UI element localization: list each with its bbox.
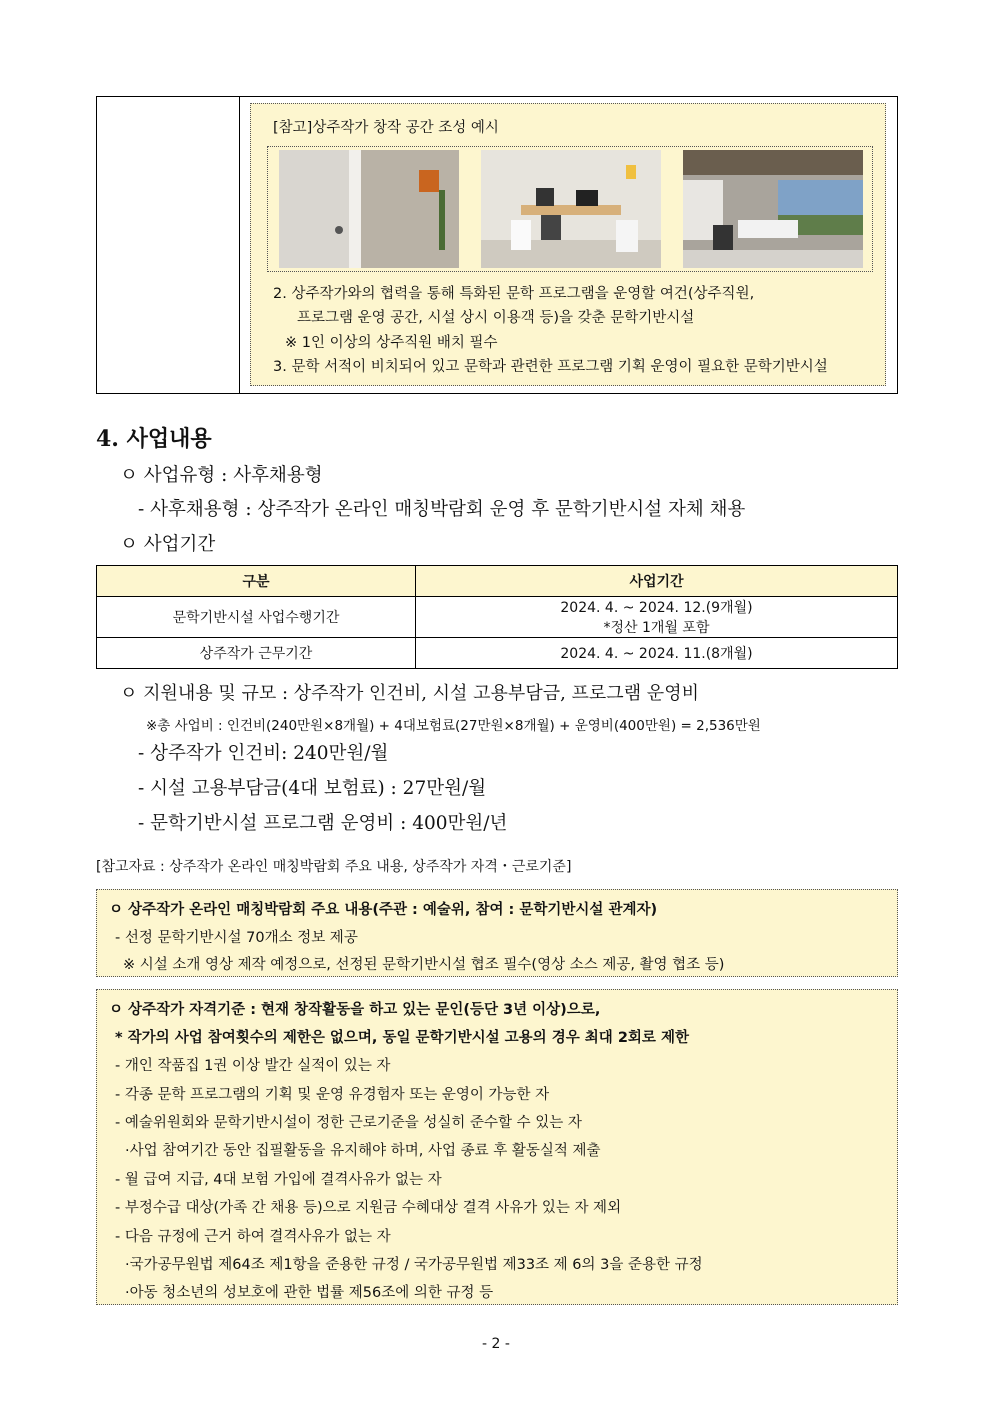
support-item-3: - 문학기반시설 프로그램 운영비 : 400만원/년: [138, 813, 508, 834]
period-header-period: 사업기간: [416, 566, 898, 597]
matching-fair-title: ㅇ 상주작가 온라인 매칭박람회 주요 내용(주관 : 예술위, 참여 : 문학기반시설 관계자): [109, 902, 658, 918]
section-title: 4. 사업내용: [96, 426, 212, 452]
qualification-item: - 다음 규정에 근거 하여 결격사유가 없는 자: [115, 1229, 391, 1245]
qualification-item: - 개인 작품집 1권 이상 발간 실적이 있는 자: [115, 1058, 391, 1074]
reference-line-2: 프로그램 운영 공간, 시설 상시 이용객 등)을 갖춘 문학기반시설: [297, 310, 695, 326]
qualification-item: ·사업 참여기간 동안 집필활동을 유지해야 하며, 사업 종료 후 활동실적 제출: [125, 1143, 601, 1159]
reference-box: [250, 103, 886, 386]
qualification-item: ·아동 청소년의 성보호에 관한 법률 제56조에 의한 규정 등: [125, 1285, 494, 1301]
reference-line-3: ※ 1인 이상의 상주직원 배치 필수: [285, 335, 498, 351]
qualification-item: - 각종 문학 프로그램의 기획 및 운영 유경험자 또는 운영이 가능한 자: [115, 1087, 550, 1103]
business-type-label: ㅇ 사업유형 : 사후채용형: [120, 465, 323, 486]
qualification-box: [96, 989, 898, 1305]
support-total: ※총 사업비 : 인건비(240만원×8개월) + 4대보험료(27만원×8개월) + 운영비(400만원) = 2,536만원: [146, 718, 761, 734]
reference-title: [참고]상주작가 창작 공간 조성 예시: [273, 120, 499, 136]
period-table: [96, 565, 898, 669]
support-item-2: - 시설 고용부담금(4대 보험료) : 27만원/월: [138, 778, 487, 799]
period-row1-value: [416, 597, 898, 638]
matching-fair-box: [96, 889, 898, 977]
qualification-title: ㅇ 상주작가 자격기준 : 현재 창작활동을 하고 있는 문인(등단 3년 이상)으로,: [109, 1002, 601, 1018]
period-row2-value: 2024. 4. ~ 2024. 11.(8개월): [416, 638, 898, 669]
qualification-item: - 부정수급 대상(가족 간 채용 등)으로 지원금 수혜대상 결격 사유가 있는 자 제외: [115, 1200, 622, 1216]
qualification-note: * 작가의 사업 참여횟수의 제한은 없으며, 동일 문학기반시설 고용의 경우 최대 2회로 제한: [115, 1030, 689, 1046]
photo-strip: [267, 146, 873, 272]
support-item-1: - 상주작가 인건비: 240만원/월: [138, 743, 389, 764]
reference-line-4: 3. 문학 서적이 비치되어 있고 문학과 관련한 프로그램 기획 운영이 필요한 문학기반시설: [273, 359, 828, 375]
page-number: - 2 -: [482, 1336, 510, 1352]
qualification-item: - 예술위원회와 문학기반시설이 정한 근로기준을 성실히 준수할 수 있는 자: [115, 1115, 582, 1131]
matching-fair-item-1: - 선정 문학기반시설 70개소 정보 제공: [115, 930, 358, 946]
business-period-label: ㅇ 사업기간: [120, 534, 216, 555]
period-row1-value-a: 2024. 4. ~ 2024. 12.(9개월): [560, 600, 753, 616]
photo-office-desk: [481, 150, 661, 268]
period-row1-label: 문학기반시설 사업수행기간: [97, 597, 416, 638]
business-type-desc: - 사후채용형 : 상주작가 온라인 매칭박람회 운영 후 문학기반시설 자체 채용: [138, 499, 746, 520]
qualification-item: ·국가공무원법 제64조 제1항을 준용한 규정 / 국가공무원법 제33조 제 6의 3을 준용한 규정: [125, 1257, 703, 1273]
period-row2-label: 상주작가 근무기간: [97, 638, 416, 669]
photo-hallway: [279, 150, 459, 268]
reference-line-1: 2. 상주작가와의 협력을 통해 특화된 문학 프로그램을 운영할 여건(상주직원,: [273, 286, 755, 302]
support-label: ㅇ 지원내용 및 규모 : 상주작가 인건비, 시설 고용부담금, 프로그램 운영비: [120, 683, 699, 704]
qualification-item: - 월 급여 지급, 4대 보험 가입에 결격사유가 없는 자: [115, 1172, 442, 1188]
table-divider: [239, 97, 240, 393]
matching-fair-item-2: ※ 시설 소개 영상 제작 예정으로, 선정된 문학기반시설 협조 필수(영상 소스 제공, 촬영 협조 등): [123, 957, 725, 973]
reference-material-caption: [참고자료 : 상주작가 온라인 매칭박람회 주요 내용, 상주작가 자격・근로기준]: [96, 859, 572, 875]
period-row1-value-b: *정산 1개월 포함: [603, 620, 710, 636]
period-header-category: 구분: [97, 566, 416, 597]
photo-office-windows: [683, 150, 863, 268]
